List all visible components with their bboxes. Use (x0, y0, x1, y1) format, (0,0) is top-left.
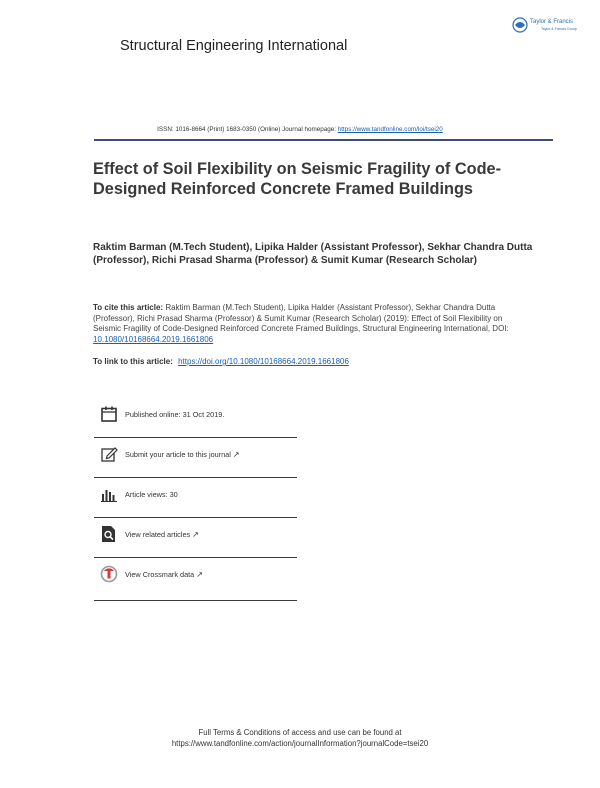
article-title: Effect of Soil Flexibility on Seismic Fragility of Code-Designed Reinforced Concrete Framed Buildings (93, 160, 501, 198)
article-authors: Raktim Barman (M.Tech Student), Lipika Halder (Assistant Professor), Sekhar Chandra Dutta (Professor), Richi Prasad Sharma (Professor) & Sumit Kumar (Research Scholar) (93, 242, 533, 266)
article-link-line (93, 357, 349, 366)
external-link-icon: ↗ (192, 530, 199, 539)
edit-icon (100, 445, 118, 463)
header-divider (94, 139, 553, 141)
citation-text: Raktim Barman (M.Tech Student), Lipika Halder (Assistant Professor), Sekhar Chandra Dutta (Professor), Richi Prasad Sharma (Professor) & Sumit Kumar (Research Scholar) (2019): Effect of Soil Flexibility on Seismic Fragility of Code-Designed Reinforced Concrete Framed Buildings, Structural Engineering International, DOI: (93, 303, 509, 333)
submit-article-link[interactable] (125, 450, 240, 459)
doi-link[interactable]: 10.1080/10168664.2019.1661806 (93, 334, 214, 344)
crossmark-link[interactable] (125, 570, 203, 579)
published-date: Published online: 31 Oct 2019. (125, 410, 225, 419)
article-link-label: To link to this article: (93, 357, 176, 366)
article-views-row (100, 485, 297, 505)
bar-chart-icon (100, 485, 118, 503)
citation-label: To cite this article: (93, 303, 164, 312)
footer-terms-link[interactable]: https://www.tandfonline.com/action/journalInformation?journalCode=tsei20 (171, 739, 429, 748)
calendar-icon (100, 405, 118, 423)
submit-article-label: Submit your article to this journal (125, 450, 231, 459)
footer-terms-text: Full Terms & Conditions of access and use can be found at (198, 728, 402, 737)
article-views: Article views: 30 (125, 490, 178, 499)
journal-title: Structural Engineering International (120, 38, 348, 54)
info-divider (94, 477, 297, 478)
crossmark-label: View Crossmark data (125, 570, 195, 579)
info-divider (94, 557, 297, 558)
related-articles-row[interactable] (100, 525, 297, 545)
journal-homepage-link[interactable]: https://www.tandfonline.com/loi/tsei20 (337, 126, 443, 133)
related-articles-link[interactable] (125, 530, 199, 539)
publisher-logo-tagline: Taylor & Francis Group (541, 27, 577, 31)
external-link-icon: ↗ (232, 450, 240, 459)
search-doc-icon (100, 525, 118, 543)
related-articles-label: View related articles (125, 530, 191, 539)
external-link-icon: ↗ (196, 570, 203, 579)
publisher-logo-name: Taylor & Francis (530, 19, 574, 25)
issn-text: ISSN: 1016-8664 (Print) 1683-0350 (Online) Journal homepage: (157, 126, 338, 133)
crossmark-icon (100, 565, 118, 583)
published-row (100, 405, 297, 425)
citation-block (93, 303, 523, 345)
crossmark-row[interactable] (100, 565, 297, 585)
footer (0, 727, 600, 749)
issn-line (0, 126, 600, 133)
info-divider (94, 600, 297, 601)
article-link[interactable]: https://doi.org/10.1080/10168664.2019.1661806 (178, 357, 349, 366)
submit-article-row[interactable] (100, 445, 297, 465)
info-divider (94, 517, 297, 518)
info-divider (94, 437, 297, 438)
